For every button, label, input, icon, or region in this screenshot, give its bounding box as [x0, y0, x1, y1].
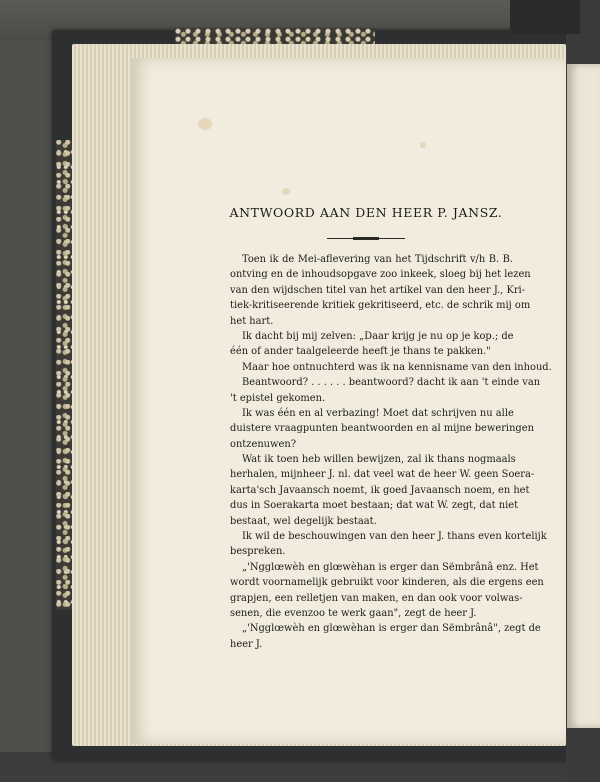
text-line: bestaat, wel degelijk bestaat. — [230, 515, 377, 527]
adjacent-page-edge — [567, 64, 600, 728]
marbled-cover-edge-top — [175, 28, 375, 44]
text-line: karta'sch Javaansch noemt, ik goed Javaansch noem, en het — [230, 484, 530, 496]
text-line: Toen ik de Mei-aflevering van het Tijdschrift v/h B. B. — [242, 254, 513, 265]
text-line: heer J. — [230, 638, 263, 650]
right-cover-strip — [510, 0, 580, 34]
text-line: bespreken. — [230, 546, 286, 558]
text-line: Ik wil de beschouwingen van den heer J. thans even kortelijk — [242, 531, 547, 543]
text-line: het hart. — [230, 315, 274, 327]
text-line: Wat ik toen heb willen bewijzen, zal ik thans nogmaals — [242, 454, 516, 466]
text-line: ontzenuwen? — [230, 438, 296, 450]
text-line: ontving en de inhoudsopgave zoo inkeek, sloeg bij het lezen — [230, 269, 531, 281]
text-line: grapjen, een relletjen van maken, en dan ook voor volwas- — [230, 592, 523, 604]
text-line: Beantwoord? . . . . . . beantwoord? dacht ik aan 't einde van — [242, 377, 541, 389]
text-line: „'Ngglœwèh en glœwèhan is erger dan Sëmbrânâ enz. Het — [242, 561, 539, 573]
text-line: van den wijdschen titel van het artikel van den heer J., Kri- — [230, 284, 526, 296]
text-line: herhalen, mijnheer J. nl. dat veel wat de heer W. geen Soera- — [230, 469, 535, 481]
text-line: dus in Soerakarta moet bestaan; dat wat W. zegt, dat niet — [230, 500, 519, 512]
article-body — [230, 252, 552, 652]
text-line: Maar hoe ontnuchterd was ik na kennisname van den inhoud. — [242, 361, 552, 373]
text-line: Ik dacht bij mij zelven: „Daar krijg je nu op je kop.; de — [242, 330, 514, 342]
foxing-spot — [420, 142, 426, 148]
heading-rule — [327, 238, 405, 239]
text-line: één of ander taalgeleerde heeft je thans te pakken." — [230, 346, 491, 358]
article-heading: ANTWOORD AAN DEN HEER P. JANSZ. — [229, 205, 503, 220]
text-line: duistere vraagpunten beantwoorden en al mijne beweringen — [230, 423, 534, 435]
text-line: tiek-kritiseerende kritiek gekritiseerd, etc. de schrik mij om — [230, 300, 531, 312]
foxing-spot — [282, 188, 290, 195]
text-line: wordt voornamelijk gebruikt voor kinderen, als die ergens een — [230, 577, 544, 589]
text-line: 't epistel gekomen. — [230, 392, 326, 404]
foxing-spot — [198, 118, 212, 130]
text-line: Ik was één en al verbazing! Moet dat schrijven nu alle — [242, 407, 514, 419]
text-line: senen, die evenzoo te werk gaan", zegt de heer J. — [230, 607, 477, 619]
text-line: „'Ngglœwèh en glœwèhan is erger dan Sëmbrânâ", zegt de — [242, 623, 541, 635]
